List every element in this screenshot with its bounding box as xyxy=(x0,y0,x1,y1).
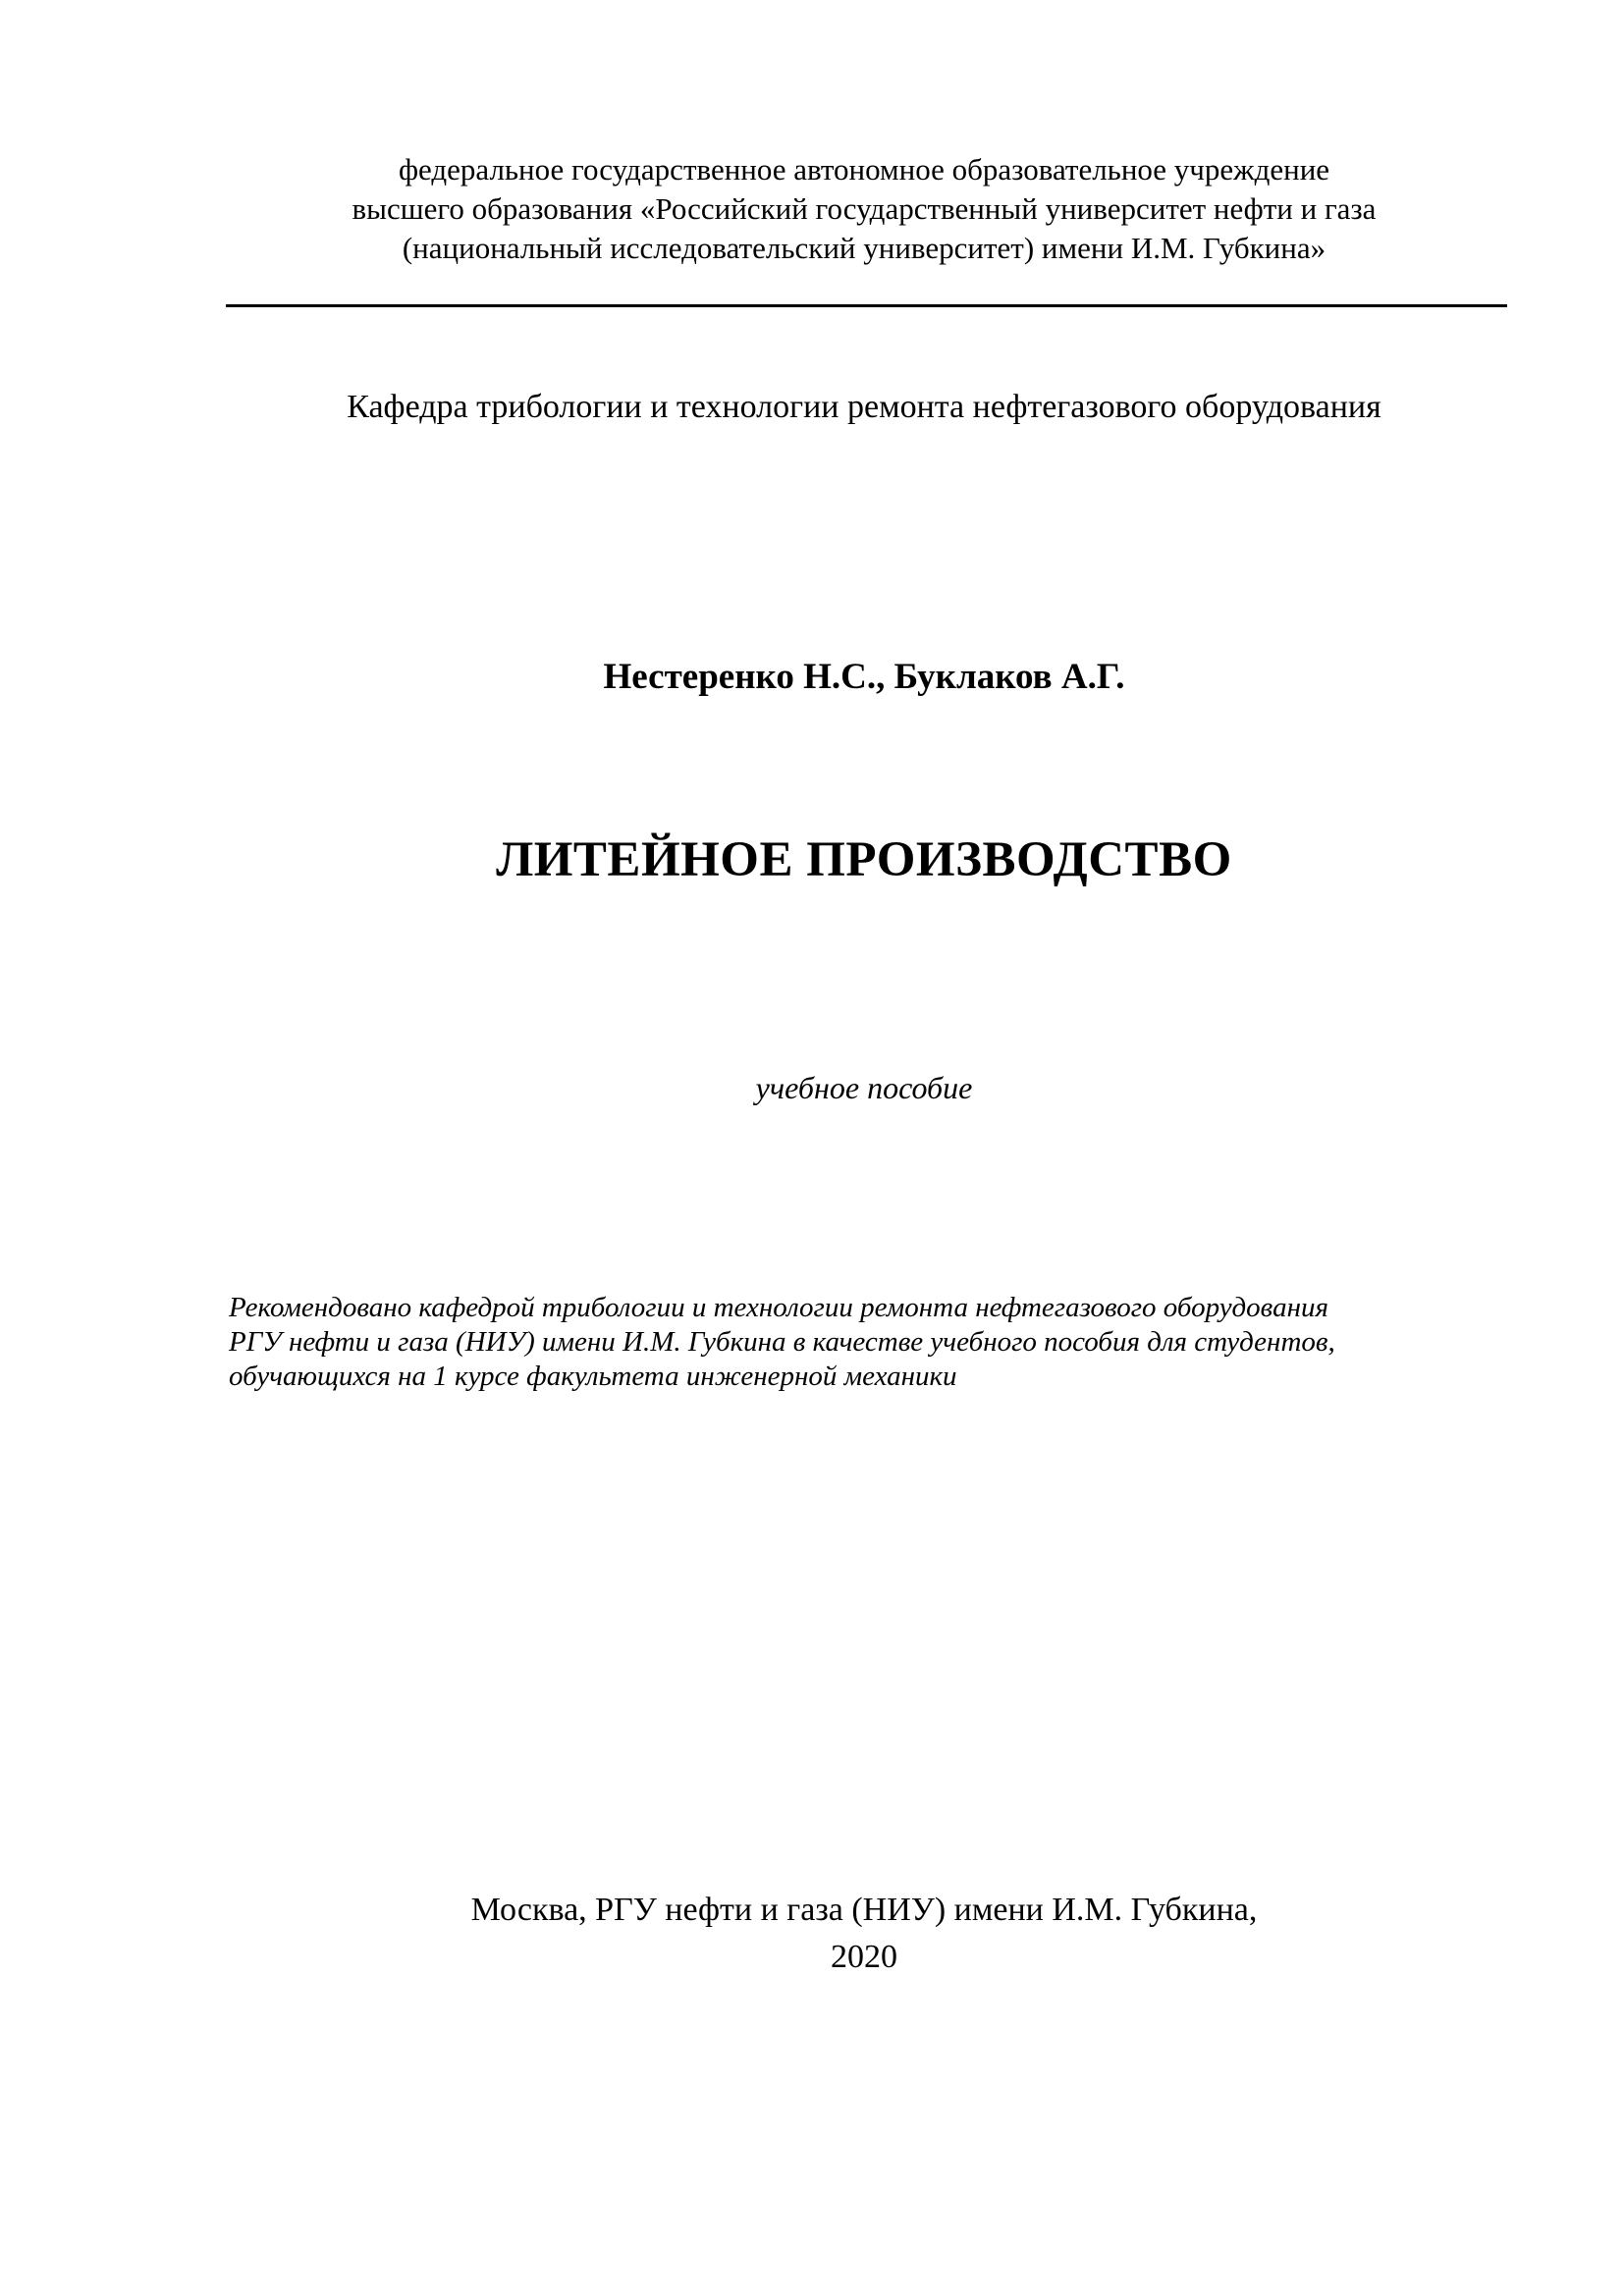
header-divider xyxy=(226,304,1507,307)
imprint-year: 2020 xyxy=(831,1939,897,1975)
institution-header xyxy=(226,150,1502,268)
department-name: Кафедра трибологии и технологии ремонта нефтегазового оборудования xyxy=(347,389,1381,425)
imprint-place-publisher: Москва, РГУ нефти и газа (НИУ) имени И.М. Губкина, xyxy=(470,1892,1258,1928)
imprint xyxy=(196,1887,1532,1981)
book-title: ЛИТЕЙНОЕ ПРОИЗВОДСТВО xyxy=(496,832,1232,887)
document-type: учебное пособие xyxy=(755,1070,973,1105)
recommendation-line-1: Рекомендовано кафедрой трибологии и технологии ремонта нефтегазового оборудования xyxy=(229,1292,1328,1323)
institution-line-3: (национальный исследовательский университет) имени И.М. Губкина» xyxy=(402,231,1326,265)
recommendation-line-3: обучающихся на 1 курсе факультета инженерной механики xyxy=(229,1361,957,1392)
institution-line-1: федеральное государственное автономное образовательное учреждение xyxy=(398,152,1330,187)
institution-line-2: высшего образования «Российский государственный университет нефти и газа xyxy=(352,191,1377,226)
recommendation-note xyxy=(229,1291,1515,1394)
recommendation-line-2: РГУ нефти и газа (НИУ) имени И.М. Губкина в качестве учебного пособия для студентов, xyxy=(229,1326,1335,1358)
authors: Нестеренко Н.С., Буклаков А.Г. xyxy=(603,657,1125,697)
